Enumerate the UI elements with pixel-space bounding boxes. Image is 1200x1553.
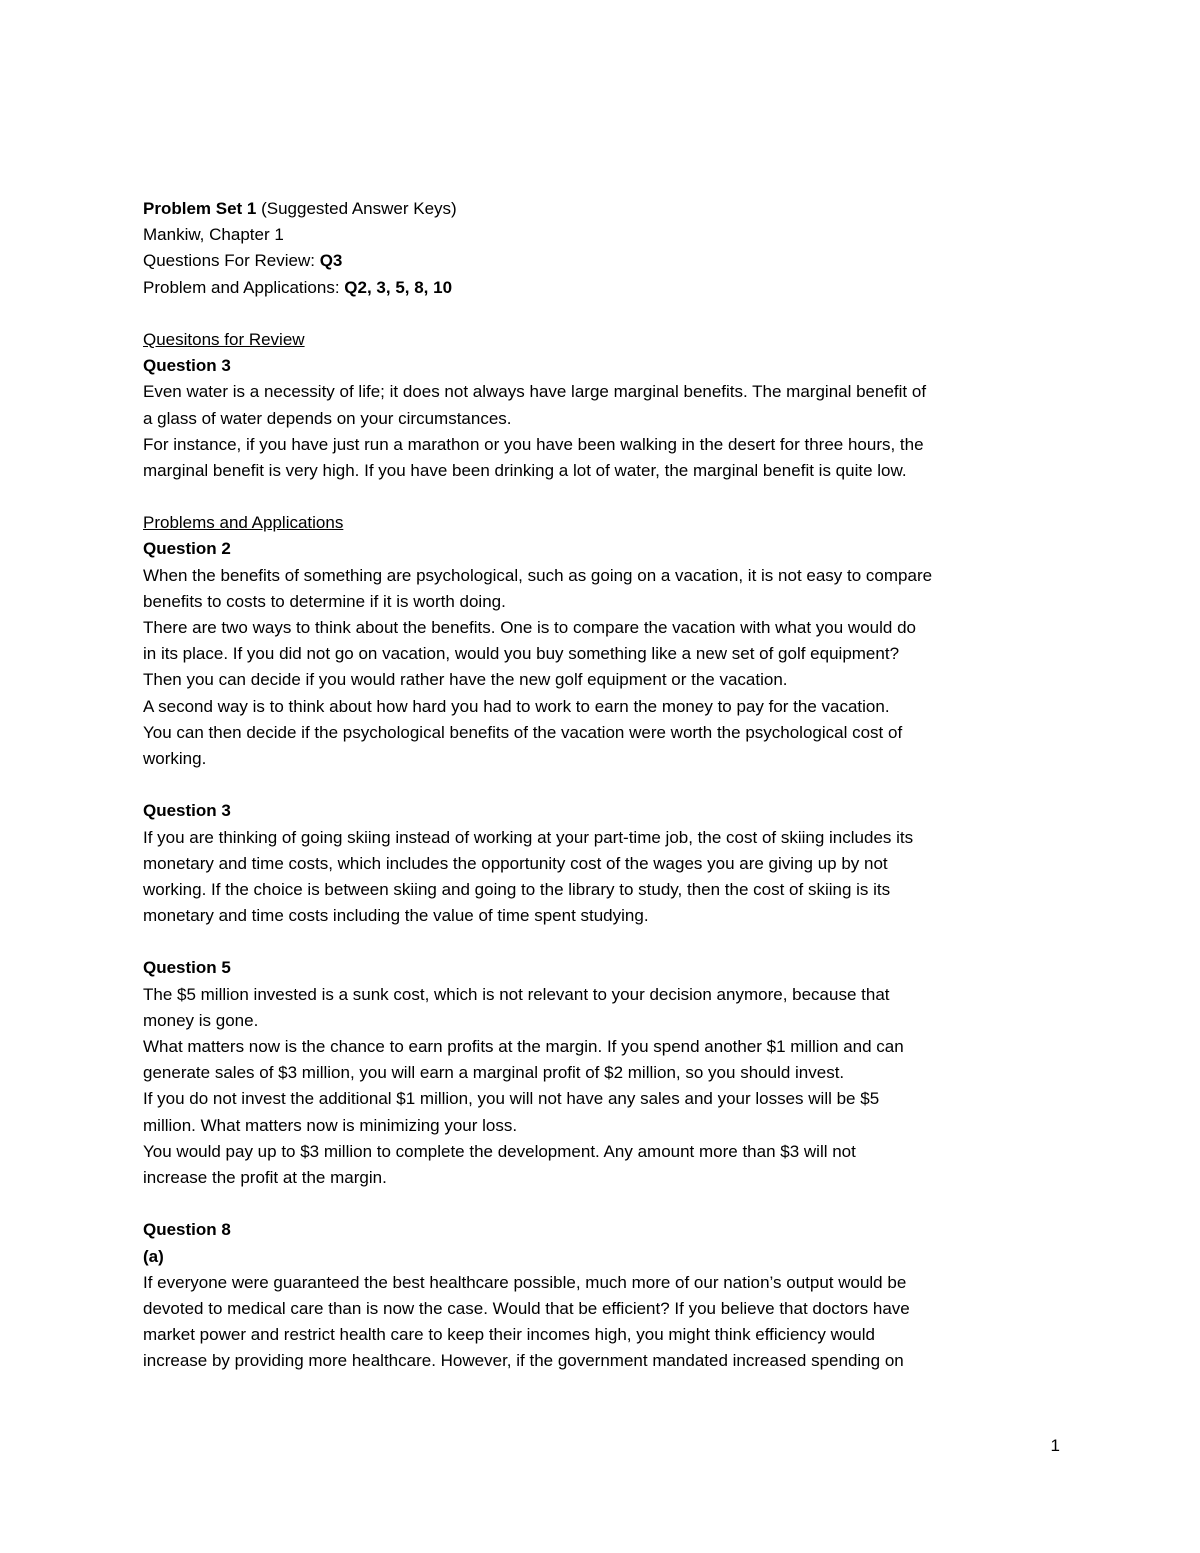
paragraph-line: working. (143, 748, 207, 768)
paragraph-line: You can then decide if the psychological benefits of the vacation were worth the psychological cost of (143, 722, 903, 742)
paragraph-line: You would pay up to $3 million to complete the development. Any amount more than $3 will not (143, 1141, 856, 1161)
paragraph-line: increase by providing more healthcare. However, if the government mandated increased spending on (143, 1351, 904, 1371)
paragraph-line: Then you can decide if you would rather have the new golf equipment or the vacation. (143, 670, 788, 690)
paragraph-line: million. What matters now is minimizing your loss. (143, 1115, 518, 1135)
paragraph-line: a glass of water depends on your circumstances. (143, 408, 512, 428)
question-5-title: Question 5 (143, 958, 231, 978)
paragraph-line: in its place. If you did not go on vacation, would you buy something like a new set of golf equipment? (143, 644, 900, 664)
paragraph-line: increase the profit at the margin. (143, 1167, 387, 1187)
problems-label: Problem and Applications: (143, 277, 345, 297)
paragraph-line: The $5 million invested is a sunk cost, which is not relevant to your decision anymore, because that (143, 984, 890, 1004)
review-section-heading: Quesitons for Review (143, 329, 305, 349)
problems-line (143, 275, 1063, 301)
review-question-title: Question 3 (143, 356, 231, 376)
title-bold: Problem Set 1 (143, 199, 257, 218)
question-8-title: Question 8 (143, 1220, 231, 1240)
paragraph-line: What matters now is the chance to earn profits at the margin. If you spend another $1 million and can (143, 1037, 904, 1056)
spacer (143, 1191, 1063, 1217)
spacer (143, 301, 1063, 327)
document-body (143, 196, 1063, 1374)
paragraph-line: For instance, if you have just run a marathon or you have been walking in the desert for three hours, the (143, 434, 924, 454)
paragraph-line: benefits to costs to determine if it is worth doing. (143, 591, 506, 611)
paragraph-line: monetary and time costs, which includes the opportunity cost of the wages you are giving up by not (143, 853, 888, 873)
paragraph-line: When the benefits of something are psychological, such as going on a vacation, it is not easy to compare (143, 565, 933, 585)
paragraph-line: monetary and time costs including the value of time spent studying. (143, 906, 649, 926)
spacer (143, 484, 1063, 510)
title-subtitle: (Suggested Answer Keys) (256, 199, 457, 218)
problems-section-heading: Problems and Applications (143, 513, 344, 533)
paragraph-line: If you do not invest the additional $1 million, you will not have any sales and your losses will be $5 (143, 1089, 880, 1109)
problems-items: Q2, 3, 5, 8, 10 (344, 277, 453, 297)
page-number: 1 (1050, 1436, 1060, 1455)
paragraph-line: working. If the choice is between skiing and going to the library to study, then the cost of skiing is its (143, 879, 891, 899)
paragraph-line: generate sales of $3 million, you will earn a marginal profit of $2 million, so you should invest. (143, 1063, 845, 1083)
paragraph-line: A second way is to think about how hard you had to work to earn the money to pay for the vacation. (143, 696, 890, 716)
paragraph-line: money is gone. (143, 1010, 259, 1030)
spacer (143, 929, 1063, 955)
chapter-line: Mankiw, Chapter 1 (143, 225, 284, 245)
paragraph-line: marginal benefit is very high. If you have been drinking a lot of water, the marginal benefit is quite low. (143, 460, 907, 480)
paragraph-line: If everyone were guaranteed the best healthcare possible, much more of our nation’s output would be (143, 1272, 907, 1292)
review-questions-line (143, 248, 1063, 274)
paragraph-line: devoted to medical care than is now the case. Would that be efficient? If you believe that doctors have (143, 1298, 910, 1318)
question-2-title: Question 2 (143, 539, 231, 559)
paragraph-line: Even water is a necessity of life; it does not always have large marginal benefits. The marginal benefit of (143, 382, 927, 402)
spacer (143, 772, 1063, 798)
paragraph-line: market power and restrict health care to keep their incomes high, you might think efficiency would (143, 1325, 875, 1345)
review-items: Q3 (319, 251, 343, 271)
question-3-title: Question 3 (143, 801, 231, 821)
paragraph-line: If you are thinking of going skiing instead of working at your part-time job, the cost of skiing includes its (143, 827, 914, 847)
review-label: Questions For Review: (143, 251, 320, 271)
document-title (143, 196, 1063, 222)
paragraph-line: There are two ways to think about the benefits. One is to compare the vacation with what you would do (143, 618, 916, 637)
question-8-part-a: (a) (143, 1246, 164, 1266)
